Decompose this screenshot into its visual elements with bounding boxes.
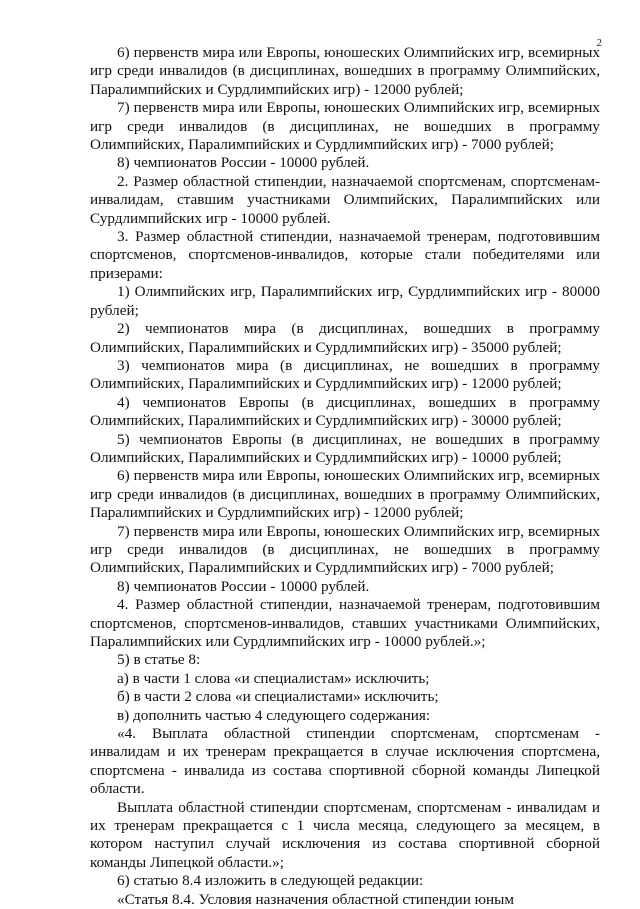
paragraph: в) дополнить частью 4 следующего содержания:: [117, 706, 431, 724]
paragraph: 7) первенств мира или Европы, юношеских Олимпийских игр, всемирных игр среди инвалидов (в дисциплинах, не вошедших в программу Олимпийских, Паралимпийских и Сурдлимпийских игр) - 7000 рублей;: [90, 522, 600, 577]
paragraph: б) в части 2 слова «и специалистами» исключить;: [117, 688, 439, 706]
paragraph: 4. Размер областной стипендии, назначаемой тренерам, подготовившим спортсменов, спортсменов-инвалидов, ставших участниками Олимпийских, Паралимпийских или Сурдлимпийских игр - 10000 рублей.»;: [90, 596, 600, 650]
paragraph: 6) первенств мира или Европы, юношеских Олимпийских игр, всемирных игр среди инвалидов (в дисциплинах, вошедших в программу Олимпийских, Паралимпийских и Сурдлимпийских игр) - 12000 рублей;: [90, 44, 600, 98]
paragraph: 2. Размер областной стипендии, назначаемой спортсменам, спортсменам-инвалидам, ставшим участниками Олимпийских, Паралимпийских или Сурдлимпийских игр - 10000 рублей.: [90, 172, 600, 227]
paragraph: 8) чемпионатов России - 10000 рублей.: [117, 577, 370, 595]
paragraph: 2) чемпионатов мира (в дисциплинах, вошедших в программу Олимпийских, Паралимпийских и Сурдлимпийских игр) - 35000 рублей;: [90, 320, 600, 356]
paragraph: Выплата областной стипендии спортсменам, спортсменам - инвалидам и их тренерам прекращается с 1 числа месяца, следующего за месяцем, в котором наступил случай исключения из состава спортивной сборной команды Липецкой области.»;: [90, 798, 600, 871]
paragraph: 5) чемпионатов Европы (в дисциплинах, не вошедших в программу Олимпийских, Паралимпийских и Сурдлимпийских игр) - 10000 рублей;: [90, 430, 600, 466]
paragraph: 3. Размер областной стипендии, назначаемой тренерам, подготовившим спортсменов, спортсменов-инвалидов, которые стали победителями или призерами:: [90, 228, 600, 282]
paragraph: 4) чемпионатов Европы (в дисциплинах, вошедших в программу Олимпийских, Паралимпийских и Сурдлимпийских игр) - 30000 рублей;: [90, 393, 600, 430]
paragraph: «Статья 8.4. Условия назначения областной стипендии юным: [117, 890, 514, 908]
paragraph: 3) чемпионатов мира (в дисциплинах, не вошедших в программу Олимпийских, Паралимпийских и Сурдлимпийских игр) - 12000 рублей;: [90, 356, 600, 393]
paragraph: «4. Выплата областной стипендии спортсменам, спортсменам - инвалидам и их тренерам прекращается в случае исключения спортсмена, спортсмена - инвалида из состава спортивной сборной команды Липецкой области.: [90, 725, 600, 798]
paragraph: 6) первенств мира или Европы, юношеских Олимпийских игр, всемирных игр среди инвалидов (в дисциплинах, вошедших в программу Олимпийских, Паралимпийских и Сурдлимпийских игр) - 12000 рублей;: [90, 467, 600, 522]
paragraph: 8) чемпионатов России - 10000 рублей.: [117, 154, 370, 172]
paragraph: 1) Олимпийских игр, Паралимпийских игр, Сурдлимпийских игр - 80000 рублей;: [90, 283, 600, 319]
page-number: 2: [596, 37, 602, 49]
paragraph: 6) статью 8.4 изложить в следующей редакции:: [117, 872, 424, 890]
document-body: [90, 44, 600, 909]
paragraph: 7) первенств мира или Европы, юношеских Олимпийских игр, всемирных игр среди инвалидов (в дисциплинах, не вошедших в программу Олимпийских, Паралимпийских и Сурдлимпийских игр) - 7000 рублей;: [90, 99, 600, 154]
paragraph: а) в части 1 слова «и специалистам» исключить;: [117, 669, 430, 687]
paragraph: 5) в статье 8:: [117, 651, 201, 669]
